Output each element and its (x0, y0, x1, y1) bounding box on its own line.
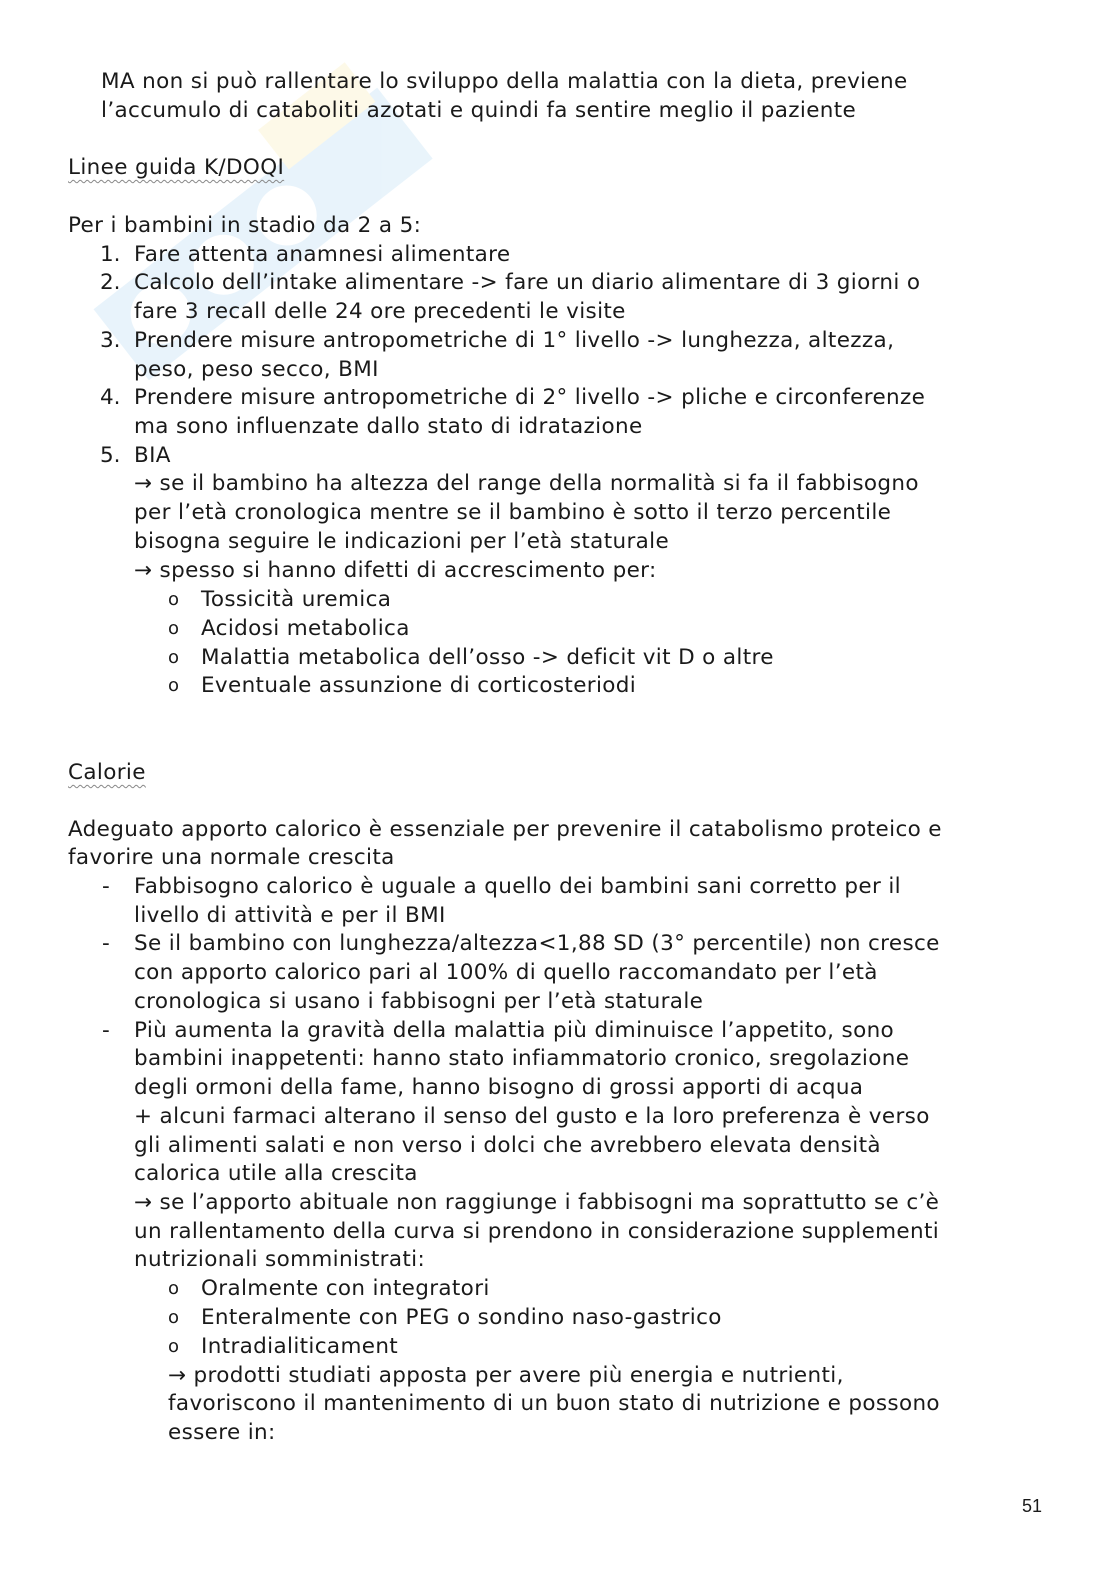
list-number: 3. (100, 328, 121, 353)
sub-list-item: Eventuale assunzione di corticosteriodi (201, 673, 637, 698)
dash-item-text: Fabbisogno calorico è uguale a quello dei bambini sani corretto per il (134, 874, 902, 899)
dash-item-text: livello di attività e per il BMI (134, 903, 446, 928)
note-line: essere in: (168, 1420, 276, 1445)
sub-list-item: Enteralmente con PEG o sondino naso-gastrico (201, 1305, 722, 1330)
dash-bullet: - (102, 1018, 110, 1043)
bullet-icon: o (168, 675, 180, 696)
dash-item-text: Più aumenta la gravità della malattia più diminuisce l’appetito, sono (134, 1018, 895, 1043)
note-line: favoriscono il mantenimento di un buon stato di nutrizione e possono (168, 1391, 940, 1416)
sub-list-item: Malattia metabolica dell’osso -> deficit vit D o altre (201, 645, 774, 670)
dash-item-text: nutrizionali somministrati: (134, 1247, 426, 1272)
bullet-icon: o (168, 589, 180, 610)
list-number: 5. (100, 443, 121, 468)
list-item-text: Prendere misure antropometriche di 2° livello -> pliche e circonferenze (134, 385, 926, 410)
section-heading-kdoqi: Linee guida K/DOQI (68, 155, 285, 180)
note-line: → spesso si hanno difetti di accrescimento per: (134, 558, 657, 583)
list-number: 4. (100, 385, 121, 410)
list-number: 2. (100, 270, 121, 295)
bullet-icon: o (168, 1307, 180, 1328)
sub-list-item: Oralmente con integratori (201, 1276, 490, 1301)
dash-item-text: calorica utile alla crescita (134, 1161, 418, 1186)
note-line: → prodotti studiati apposta per avere più energia e nutrienti, (168, 1363, 844, 1388)
dash-item-text: + alcuni farmaci alterano il senso del gusto e la loro preferenza è verso (134, 1104, 930, 1129)
list-item-text: ma sono influenzate dallo stato di idratazione (134, 414, 643, 439)
list-item-text: Prendere misure antropometriche di 1° livello -> lunghezza, altezza, (134, 328, 895, 353)
note-line: per l’età cronologica mentre se il bambino è sotto il terzo percentile (134, 500, 892, 525)
dash-item-text: un rallentamento della curva si prendono in considerazione supplementi (134, 1219, 940, 1244)
sub-list-item: Acidosi metabolica (201, 616, 410, 641)
dash-item-text: degli ormoni della fame, hanno bisogno di grossi apporti di acqua (134, 1075, 864, 1100)
bullet-icon: o (168, 1336, 180, 1357)
list-item-text: peso, peso secco, BMI (134, 357, 379, 382)
bullet-icon: o (168, 647, 180, 668)
dash-item-text: con apporto calorico pari al 100% di quello raccomandato per l’età (134, 960, 878, 985)
dash-item-text: gli alimenti salati e non verso i dolci che avrebbero elevata densità (134, 1133, 881, 1158)
dash-item-text: cronologica si usano i fabbisogni per l’età staturale (134, 989, 704, 1014)
calorie-lead: favorire una normale crescita (68, 845, 395, 870)
dash-bullet: - (102, 931, 110, 956)
intro-line-2: l’accumulo di cataboliti azotati e quindi fa sentire meglio il paziente (101, 98, 857, 123)
intro-line-1: MA non si può rallentare lo sviluppo della malattia con la dieta, previene (101, 69, 908, 94)
list-item-text: fare 3 recall delle 24 ore precedenti le visite (134, 299, 626, 324)
list-item-text: BIA (134, 443, 171, 468)
note-line: bisogna seguire le indicazioni per l’età staturale (134, 529, 670, 554)
dash-item-text: bambini inappetenti: hanno stato infiammatorio cronico, sregolazione (134, 1046, 910, 1071)
sub-list-item: Intradialiticament (201, 1334, 399, 1359)
page-number: 51 (1021, 1496, 1042, 1516)
calorie-lead: Adeguato apporto calorico è essenziale per prevenire il catabolismo proteico e (68, 817, 942, 842)
kdoqi-lead: Per i bambini in stadio da 2 a 5: (68, 213, 422, 238)
dash-item-text: → se l’apporto abituale non raggiunge i fabbisogni ma soprattutto se c’è (134, 1190, 940, 1215)
sub-list-item: Tossicità uremica (201, 587, 392, 612)
note-line: → se il bambino ha altezza del range della normalità si fa il fabbisogno (134, 471, 919, 496)
dash-bullet: - (102, 874, 110, 899)
bullet-icon: o (168, 1278, 180, 1299)
list-number: 1. (100, 242, 121, 267)
dash-item-text: Se il bambino con lunghezza/altezza<1,88 SD (3° percentile) non cresce (134, 931, 940, 956)
bullet-icon: o (168, 618, 180, 639)
list-item-text: Fare attenta anamnesi alimentare (134, 242, 511, 267)
section-heading-calorie: Calorie (68, 760, 146, 785)
list-item-text: Calcolo dell’intake alimentare -> fare un diario alimentare di 3 giorni o (134, 270, 921, 295)
